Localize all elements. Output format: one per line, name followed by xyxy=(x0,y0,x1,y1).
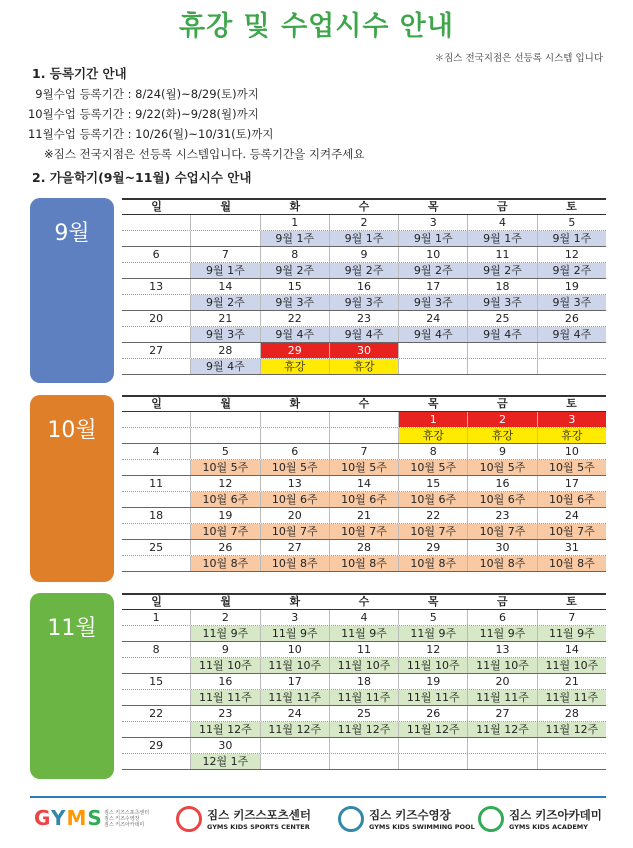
calendar-day: 21 xyxy=(329,508,398,523)
brand-academy: 짐스 키즈아카데미 GYMS KIDS ACADEMY xyxy=(478,806,602,832)
calendar-day xyxy=(537,343,606,358)
calendar-day: 9 xyxy=(190,642,259,657)
calendar-day: 19 xyxy=(537,279,606,294)
calendar-day: 19 xyxy=(190,508,259,523)
registration-line-nov: 11월수업 등록기간 : 10/26(월)~10/31(토)까지 xyxy=(27,127,274,141)
week-label xyxy=(122,754,190,769)
calendar-week xyxy=(122,540,606,572)
calendar-day: 5 xyxy=(398,610,467,625)
gyms-logo-subtitle: 짐스 키즈스포츠센터 짐스 키즈수영장 짐스 키즈아카데미 xyxy=(104,810,150,828)
calendar-september xyxy=(122,198,606,375)
weekday-header: 금 xyxy=(496,397,508,410)
week-label: 10월 5주 xyxy=(190,460,259,475)
calendar-day: 18 xyxy=(467,279,536,294)
week-label xyxy=(122,428,190,443)
calendar-day: 31 xyxy=(537,540,606,555)
weekday-header: 목 xyxy=(427,397,439,410)
week-label: 10월 6주 xyxy=(467,492,536,507)
calendar-week xyxy=(122,311,606,343)
calendar-day: 4 xyxy=(152,445,160,458)
calendar-day: 30 xyxy=(190,738,259,753)
weekday-header-row xyxy=(122,395,606,412)
calendar-week xyxy=(122,343,606,375)
week-label: 10월 5주 xyxy=(329,460,398,475)
calendar-day: 26 xyxy=(537,311,606,326)
calendar-day: 10 xyxy=(537,444,606,459)
weekday-header: 월 xyxy=(220,397,232,410)
calendar-week xyxy=(122,738,606,770)
calendar-day: 4 xyxy=(467,215,536,230)
page-title: 휴강 및 수업시수 안내 xyxy=(179,11,454,42)
calendar-week xyxy=(122,706,606,738)
weekday-header: 일 xyxy=(151,397,162,410)
calendar-day: 20 xyxy=(149,312,164,325)
calendar-day: 8 xyxy=(398,444,467,459)
calendar-day: 23 xyxy=(467,508,536,523)
week-label xyxy=(190,231,259,246)
calendar-day: 7 xyxy=(329,444,398,459)
calendar-day: 3 xyxy=(537,412,606,427)
calendar-day: 10 xyxy=(398,247,467,262)
week-label xyxy=(122,658,190,673)
calendar-day: 25 xyxy=(467,311,536,326)
calendar-day: 23 xyxy=(329,311,398,326)
week-label xyxy=(122,492,190,507)
brand-swimming-pool: 짐스 키즈수영장 GYMS KIDS SWIMMING POOL xyxy=(338,806,475,832)
calendar-day: 15 xyxy=(398,476,467,491)
week-label xyxy=(260,428,329,443)
week-label xyxy=(122,460,190,475)
calendar-day: 1 xyxy=(152,611,160,624)
calendar-day: 15 xyxy=(260,279,329,294)
week-label: 10월 5주 xyxy=(467,460,536,475)
calendar-week xyxy=(122,279,606,311)
weekday-header: 금 xyxy=(496,200,508,213)
week-label: 10월 6주 xyxy=(537,492,606,507)
calendar-day: 25 xyxy=(149,541,164,554)
week-label: 9월 1주 xyxy=(537,231,606,246)
weekday-header-row xyxy=(122,593,606,610)
calendar-day: 27 xyxy=(467,706,536,721)
weekday-header: 화 xyxy=(289,200,301,213)
calendar-day: 4 xyxy=(329,610,398,625)
weekday-header: 월 xyxy=(220,200,232,213)
calendar-day: 6 xyxy=(152,248,160,261)
week-label: 9월 2주 xyxy=(190,295,259,310)
calendar-day xyxy=(190,215,259,230)
week-label: 11월 11주 xyxy=(398,690,467,705)
calendar-week xyxy=(122,476,606,508)
swimming-emblem-icon xyxy=(338,806,364,832)
week-label: 9월 4주 xyxy=(398,327,467,342)
registration-note: ※짐스 전국지점은 선등록 시스템입니다. 등록기간을 지켜주세요 xyxy=(44,147,365,161)
calendar-day: 27 xyxy=(260,540,329,555)
calendar-day: 12 xyxy=(398,642,467,657)
calendar-day: 5 xyxy=(537,215,606,230)
footer-divider xyxy=(30,796,606,798)
week-label: 10월 6주 xyxy=(190,492,259,507)
week-label xyxy=(122,524,190,539)
week-label: 10월 8주 xyxy=(329,556,398,571)
calendar-day xyxy=(329,412,398,427)
weekday-header: 일 xyxy=(151,595,162,608)
week-label: 10월 6주 xyxy=(398,492,467,507)
calendar-day: 21 xyxy=(190,311,259,326)
week-label: 9월 4주 xyxy=(467,327,536,342)
calendar-day: 24 xyxy=(260,706,329,721)
week-label: 9월 1주 xyxy=(398,231,467,246)
calendar-day: 22 xyxy=(260,311,329,326)
week-label: 9월 2주 xyxy=(398,263,467,278)
calendar-october xyxy=(122,395,606,572)
calendar-day xyxy=(260,738,329,753)
weekday-header: 수 xyxy=(358,595,370,608)
calendar-day: 10 xyxy=(260,642,329,657)
week-label: 11월 11주 xyxy=(537,690,606,705)
week-label: 9월 3주 xyxy=(190,327,259,342)
week-label: 9월 1주 xyxy=(467,231,536,246)
month-tab-september: 9월 xyxy=(30,198,114,383)
calendar-day: 28 xyxy=(329,540,398,555)
week-label: 9월 2주 xyxy=(260,263,329,278)
calendar-day: 21 xyxy=(537,674,606,689)
brand-sports-center: 짐스 키즈스포츠센터 GYMS KIDS SPORTS CENTER xyxy=(176,806,311,832)
week-label: 11월 9주 xyxy=(537,626,606,641)
calendar-day: 6 xyxy=(260,444,329,459)
calendar-day: 14 xyxy=(329,476,398,491)
week-label: 10월 8주 xyxy=(398,556,467,571)
calendar-day: 19 xyxy=(398,674,467,689)
week-label: 11월 10주 xyxy=(260,658,329,673)
calendar-day xyxy=(329,738,398,753)
week-label xyxy=(122,231,190,246)
holiday-badge: 휴강 xyxy=(260,359,329,374)
week-label: 9월 3주 xyxy=(260,295,329,310)
calendar-week xyxy=(122,412,606,444)
week-label xyxy=(122,295,190,310)
calendar-day xyxy=(398,738,467,753)
week-label xyxy=(122,327,190,342)
week-label: 9월 1주 xyxy=(329,231,398,246)
month-tab-november: 11월 xyxy=(30,593,114,779)
calendar-day: 16 xyxy=(329,279,398,294)
week-label xyxy=(398,754,467,769)
week-label: 11월 9주 xyxy=(467,626,536,641)
week-label xyxy=(122,359,190,374)
week-label: 11월 12주 xyxy=(398,722,467,737)
weekday-header: 일 xyxy=(151,200,162,213)
academy-emblem-icon xyxy=(478,806,504,832)
weekday-header: 금 xyxy=(496,595,508,608)
week-label xyxy=(122,722,190,737)
week-label: 10월 6주 xyxy=(260,492,329,507)
week-label: 10월 5주 xyxy=(398,460,467,475)
calendar-day: 26 xyxy=(190,540,259,555)
week-label: 10월 6주 xyxy=(329,492,398,507)
calendar-day xyxy=(467,343,536,358)
week-label: 11월 12주 xyxy=(467,722,536,737)
week-label: 10월 7주 xyxy=(467,524,536,539)
calendar-week xyxy=(122,215,606,247)
calendar-day xyxy=(122,412,190,427)
calendar-day: 18 xyxy=(149,509,164,522)
calendar-day: 25 xyxy=(329,706,398,721)
week-label: 10월 8주 xyxy=(467,556,536,571)
calendar-day xyxy=(122,215,190,230)
week-label: 11월 12주 xyxy=(190,722,259,737)
week-label: 10월 5주 xyxy=(537,460,606,475)
calendar-day: 5 xyxy=(190,444,259,459)
week-label: 11월 11주 xyxy=(467,690,536,705)
week-label xyxy=(537,359,606,374)
calendar-day: 2 xyxy=(329,215,398,230)
week-label xyxy=(398,359,467,374)
calendar-day: 2 xyxy=(467,412,536,427)
calendar-week xyxy=(122,610,606,642)
week-label xyxy=(537,754,606,769)
week-label: 9월 3주 xyxy=(398,295,467,310)
calendar-day: 2 xyxy=(190,610,259,625)
calendar-day: 11 xyxy=(467,247,536,262)
calendar-day: 22 xyxy=(398,508,467,523)
calendar-november xyxy=(122,593,606,770)
week-label: 9월 3주 xyxy=(467,295,536,310)
week-label xyxy=(122,263,190,278)
week-label: 9월 1주 xyxy=(260,231,329,246)
week-label xyxy=(467,359,536,374)
section-registration-title: 1. 등록기간 안내 xyxy=(32,66,127,81)
week-label: 10월 5주 xyxy=(260,460,329,475)
calendar-day xyxy=(537,738,606,753)
calendar-day: 1 xyxy=(260,215,329,230)
calendar-day: 29 xyxy=(398,540,467,555)
calendar-day: 9 xyxy=(329,247,398,262)
calendar-day: 17 xyxy=(537,476,606,491)
calendar-day xyxy=(398,343,467,358)
week-label: 9월 2주 xyxy=(467,263,536,278)
calendar-day: 22 xyxy=(149,707,164,720)
week-label: 11월 10주 xyxy=(329,658,398,673)
calendar-day: 20 xyxy=(260,508,329,523)
week-label xyxy=(467,754,536,769)
calendar-day: 8 xyxy=(260,247,329,262)
calendar-day: 23 xyxy=(190,706,259,721)
calendar-day: 3 xyxy=(398,215,467,230)
week-label: 10월 8주 xyxy=(190,556,259,571)
calendar-week xyxy=(122,642,606,674)
preregistration-note: ＊짐스 전국지점은 선등록 시스템 입니다 xyxy=(434,53,603,64)
calendar-day: 26 xyxy=(398,706,467,721)
week-label: 10월 7주 xyxy=(329,524,398,539)
week-label: 11월 10주 xyxy=(467,658,536,673)
calendar-day: 13 xyxy=(467,642,536,657)
calendar-day: 17 xyxy=(260,674,329,689)
gyms-logo: GYMS xyxy=(34,806,103,830)
week-label: 12월 1주 xyxy=(190,754,259,769)
week-label: 10월 7주 xyxy=(190,524,259,539)
week-label: 11월 9주 xyxy=(398,626,467,641)
week-label xyxy=(260,754,329,769)
calendar-day: 14 xyxy=(190,279,259,294)
calendar-day: 13 xyxy=(149,280,164,293)
week-label: 9월 3주 xyxy=(329,295,398,310)
calendar-day: 12 xyxy=(190,476,259,491)
week-label: 9월 4주 xyxy=(537,327,606,342)
calendar-day: 14 xyxy=(537,642,606,657)
week-label: 9월 4주 xyxy=(329,327,398,342)
calendar-day: 29 xyxy=(260,343,329,358)
week-label: 10월 7주 xyxy=(260,524,329,539)
calendar-day: 13 xyxy=(260,476,329,491)
calendar-week xyxy=(122,508,606,540)
week-label: 11월 12주 xyxy=(537,722,606,737)
calendar-day: 28 xyxy=(537,706,606,721)
week-label: 9월 4주 xyxy=(260,327,329,342)
calendar-day: 20 xyxy=(467,674,536,689)
calendar-day: 15 xyxy=(149,675,164,688)
calendar-day xyxy=(467,738,536,753)
calendar-day: 30 xyxy=(467,540,536,555)
calendar-day: 7 xyxy=(537,610,606,625)
calendar-day: 7 xyxy=(190,247,259,262)
holiday-badge: 휴강 xyxy=(467,428,536,443)
week-label: 11월 10주 xyxy=(190,658,259,673)
week-label: 9월 2주 xyxy=(537,263,606,278)
calendar-day: 9 xyxy=(467,444,536,459)
week-label: 11월 11주 xyxy=(260,690,329,705)
week-label: 10월 8주 xyxy=(260,556,329,571)
calendar-day: 18 xyxy=(329,674,398,689)
week-label: 11월 11주 xyxy=(190,690,259,705)
week-label: 9월 3주 xyxy=(537,295,606,310)
calendar-day: 11 xyxy=(149,477,164,490)
calendar-day: 12 xyxy=(537,247,606,262)
calendar-day: 27 xyxy=(149,344,164,357)
week-label xyxy=(122,690,190,705)
weekday-header: 목 xyxy=(427,200,439,213)
section-sessions-title: 2. 가을학기(9월~11월) 수업시수 안내 xyxy=(32,170,252,185)
month-tab-october: 10월 xyxy=(30,395,114,582)
week-label xyxy=(122,556,190,571)
weekday-header: 토 xyxy=(566,595,577,608)
calendar-day: 8 xyxy=(152,643,160,656)
calendar-day: 29 xyxy=(149,739,164,752)
week-label xyxy=(329,754,398,769)
weekday-header: 화 xyxy=(289,595,301,608)
calendar-day: 24 xyxy=(537,508,606,523)
weekday-header: 토 xyxy=(566,200,577,213)
calendar-day: 6 xyxy=(467,610,536,625)
calendar-day xyxy=(260,412,329,427)
registration-line-oct: 10월수업 등록기간 : 9/22(화)~9/28(월)까지 xyxy=(27,107,259,121)
week-label: 11월 9주 xyxy=(329,626,398,641)
holiday-badge: 휴강 xyxy=(329,359,398,374)
calendar-day: 16 xyxy=(467,476,536,491)
weekday-header: 목 xyxy=(427,595,439,608)
week-label: 11월 12주 xyxy=(329,722,398,737)
calendar-day: 11 xyxy=(329,642,398,657)
weekday-header: 토 xyxy=(566,397,577,410)
calendar-day xyxy=(190,412,259,427)
week-label: 10월 7주 xyxy=(537,524,606,539)
calendar-day: 3 xyxy=(260,610,329,625)
calendar-week xyxy=(122,247,606,279)
calendar-day: 28 xyxy=(190,343,259,358)
calendar-week xyxy=(122,674,606,706)
week-label: 9월 1주 xyxy=(190,263,259,278)
week-label xyxy=(329,428,398,443)
week-label: 11월 11주 xyxy=(329,690,398,705)
holiday-badge: 휴강 xyxy=(537,428,606,443)
week-label: 11월 10주 xyxy=(398,658,467,673)
week-label: 10월 7주 xyxy=(398,524,467,539)
weekday-header: 수 xyxy=(358,200,370,213)
week-label: 11월 10주 xyxy=(537,658,606,673)
week-label: 9월 2주 xyxy=(329,263,398,278)
sports-emblem-icon xyxy=(176,806,202,832)
weekday-header-row xyxy=(122,198,606,215)
weekday-header: 화 xyxy=(289,397,301,410)
week-label: 10월 8주 xyxy=(537,556,606,571)
holiday-badge: 휴강 xyxy=(398,428,467,443)
week-label: 11월 9주 xyxy=(190,626,259,641)
registration-line-sept: 9월수업 등록기간 : 8/24(월)~8/29(토)까지 xyxy=(35,87,259,101)
week-label xyxy=(190,428,259,443)
weekday-header: 월 xyxy=(220,595,232,608)
weekday-header: 수 xyxy=(358,397,370,410)
calendar-day: 17 xyxy=(398,279,467,294)
calendar-day: 1 xyxy=(398,412,467,427)
week-label: 11월 12주 xyxy=(260,722,329,737)
week-label: 9월 4주 xyxy=(190,359,259,374)
calendar-day: 30 xyxy=(329,343,398,358)
calendar-day: 16 xyxy=(190,674,259,689)
week-label xyxy=(122,626,190,641)
week-label: 11월 9주 xyxy=(260,626,329,641)
calendar-week xyxy=(122,444,606,476)
calendar-day: 24 xyxy=(398,311,467,326)
